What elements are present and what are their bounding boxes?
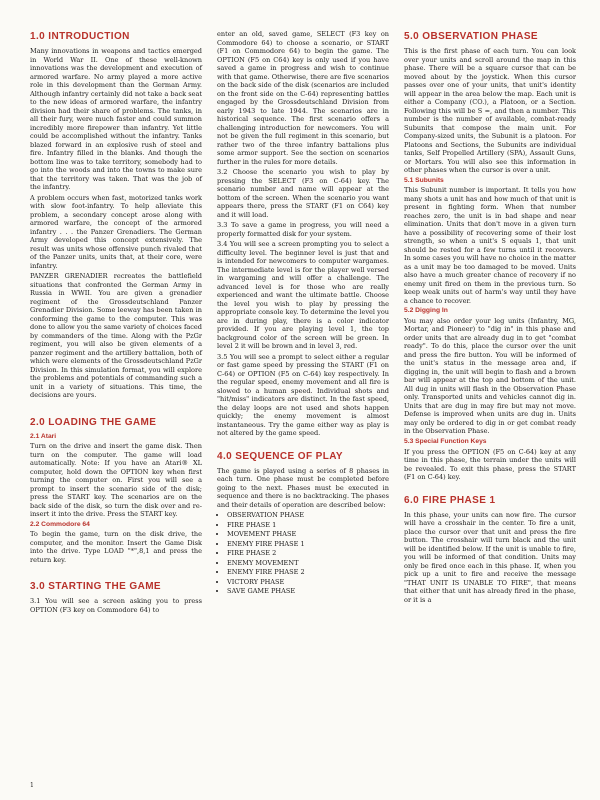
subunits-heading: 5.1 Subunits [404,176,444,184]
digging-paragraph: You may also order your leg units (Infantry, MG, Mortar, and Pioneer) to "dig in" in this phase and order units that are already dug in to get "combat ready". To do this, place the cursor over the unit and press the fire button. You will be informed of the unit's status in the message area and, if digging in, the unit will begin to flash and a brown bar will appear at the top and bottom of the unit. All dug in units will flash in the Observation Phase only. Transported units and vehicles cannot dig in. Units that are dug in may fire but may not move. Defense is improved when units are dug in. Units may only be ordered to dig in or get combat ready in the Observation Phase. [404,316,576,436]
phase-item: • MOVEMENT PHASE [227,530,389,539]
starting-paragraph: 3.1 You will see a screen asking you to press OPTION (F3 key on Commodore 64) to [30,597,202,614]
phase-item: • SAVE GAME PHASE [227,587,389,596]
digging-heading: 5.2 Digging In [404,307,448,315]
phase-item: • ENEMY FIRE PHASE 2 [227,568,389,577]
column-right [404,30,576,606]
section-3-4: 3.4 You will see a screen prompting you to select a difficulty level. The beginner level is just that and is intended for newcomers to computer wargames. The intermediate level is for the player well versed in wargaming and will offer a challenge. The advanced level is for those who are really experienced and want the ultimate battle. Choose the level you wish to play by pressing the appropriate console key. To determine the level you are in during play, there is a color indicator provided. If you are playing level 1, the top background color of the screen will be green. In level 2 it will be brown and in level 3, red. [217,240,389,350]
starting-heading: 3.0 STARTING THE GAME [30,581,162,593]
column-left [30,30,202,616]
loading-heading: 2.0 LOADING THE GAME [30,416,157,428]
phase-list [217,511,389,596]
observation-paragraph: This is the first phase of each turn. You can look over your units and scroll around the map in this phase. There will be a square cursor that can be moved about by the joystick. When this cursor passes over one of your units, that unit's identity will appear in the area below the map. Each unit is either a Company (CO.), a Platoon, or a Section. Following this will be S =, and then a number. This number is the number of available, combat-ready Subunits that compose the main unit. For Company-sized units, the Subunit is a platoon. For Platoons and Sections, the Subunits are individual tanks, Self Propelled Artillery (SPA), Assault Guns, or Mortars. You will also see this information in other phases when the cursor is over a unit. [404,47,576,174]
intro-paragraph-1: Many innovations in weapons and tactics emerged in World War II. One of these well-known innovations was the development and execution of armored warfare. No army played a more active role in this development than the German Army. Although infantry certainly did not take a back seat to the new ideas of armored warfare, the infantry division had their share of problems. The tanks, in all their fury, were much faster and could summon incredibly more firepower than infantry. Yet little could be accomplished without the infantry. Tanks blazed forward in an explosive rush of steel and fire. Infantry filled in the blanks. And though the bottom line was to take territory, somebody had to go into the woods and into the towns to make sure that the territory was taken. That was the job of the infantry. [30,47,202,191]
phase-item: • ENEMY FIRE PHASE 1 [227,540,389,549]
page-number: 1 [30,782,34,789]
introduction-heading: 1.0 INTRODUCTION [30,31,130,42]
special-keys-paragraph: If you press the OPTION (F5 on C-64) key at any time in this phase, the terrain under the units will be revealed. To exit this phase, press the START (F1 on C-64) key. [404,447,576,482]
intro-paragraph-2: A problem occurs when fast, motorized tanks work with slow foot-infantry. To help alleviate this problem, a secondary concept arose along with armored warfare, the concept of the armored infantry . . . the Panzer Grenadiers. The German Army developed this concept extensively. The result was units whose offensive punch rivaled that of the Panzer units, units that, at their core, were infantry. [30,193,202,270]
phase-item: • FIRE PHASE 2 [227,549,389,558]
starting-paragraph-cont: enter an old, saved game, SELECT (F3 key on Commodore 64) to choose a scenario, or START (F1 on Commodore 64) to begin the game. The OPTION (F5 on C64) key is only used if you have saved a game in progress and wish to continue with that game. Otherwise, there are five scenarios on the back side of the disk (scenarios are included on the front side on the C-64) representing battles engaged by the Grossdeutschland Division from early 1943 to late 1944. The scenarios are in historical sequence. The first scenario offers a challenging introduction for newcomers. You will not be given the full regiment in this scenario, but rather two of the three infantry battalions plus some armor support. See the section on scenarios further in the rules for more details. [217,30,389,166]
section-3-5: 3.5 You will see a prompt to select either a regular or fast game speed by pressing the START (F1 on C-64) or OPTION (F5 on C-64) key respectively. In the regular speed, enemy movement and all fire is slowed to a human speed. Individual shots and "hit/miss" indicators are distinct. In the fast speed, the delay loops are not used and shots happen quickly; the enemy movement is almost instantaneous. Try the game either way as play is not altered by the game speed. [217,352,389,437]
fire-phase-heading: 6.0 FIRE PHASE 1 [404,494,496,506]
intro-paragraph-3: PANZER GRENADIER recreates the battlefield situations that confronted the German Army in Russia in WWII. You are given a grenadier regiment of the Grossdeutschland Panzer Grenadier Division. Some leeway has been taken in conforming the game to the computer. This was done to allow you the same variety of choices faced by commanders of the time. Along with the PzGr regiment, you will also be given elements of a panzer regiment and the artillery battalion, both of which were elements of the Grossdeutschland PzGr Division. In this simulation format, you will explore the problems and potentials of commanding such a unit in a variety of situations. This time, the decisions are yours. [30,272,202,399]
column-middle [217,30,389,597]
phase-item: • FIRE PHASE 1 [227,521,389,530]
fire-phase-paragraph: In this phase, your units can now fire. The cursor will have a crosshair in the center. To fire a unit, place the cursor over that unit and press the fire button. The crosshair will turn black and the unit will be identified below. If the unit is unable to fire, you will be informed of that condition. Units may only be fired once each in this phase. If, when you pick up a unit to fire and receive the message "THAT UNIT IS UNABLE TO FIRE", that means that either that unit has already fired in the phase, or it is a [404,510,576,604]
manual-page [30,30,574,778]
c64-heading: 2.2 Commodore 64 [30,520,90,528]
observation-heading: 5.0 OBSERVATION PHASE [404,31,538,42]
atari-paragraph: Turn on the drive and insert the game disk. Then turn on the computer. The game will load automatically. Note: If you have an Atari® XL computer, hold down the OPTION key when first turning the computer on. First you will see a prompt to insert the scenario side of the disk; press the START key. The scenarios are on the back side of the disk, so turn the disk over and re-insert it into the drive. Press the START key. [30,442,202,519]
sequence-paragraph: The game is played using a series of 8 phases in each turn. One phase must be completed before going to the next. Phases must be executed in sequence and there is no backtracking. The phases and their details of operation are described below: [217,466,389,509]
section-3-2: 3.2 Choose the scenario you wish to play by pressing the SELECT (F3 on C-64) key. The scenario number and name will appear at the bottom of the screen. When the scenario you want appears there, press the START (F1 on C64) key and it will load. [217,168,389,219]
section-3-3: 3.3 To save a game in progress, you will need a properly formatted disk for your system. [217,221,389,238]
special-keys-heading: 5.3 Special Function Keys [404,437,487,445]
c64-paragraph: To begin the game, turn on the disk drive, the computer, and the monitor. Insert the Game Disk into the drive. Type LOAD "*",8,1 and press the return key. [30,530,202,564]
phase-item: • OBSERVATION PHASE [227,511,389,520]
phase-item: • VICTORY PHASE [227,578,389,587]
sequence-heading: 4.0 SEQUENCE OF PLAY [217,450,343,462]
phase-item: • ENEMY MOVEMENT [227,559,389,568]
subunits-paragraph: This Subunit number is important. It tells you how many shots a unit has and how much of that unit is present in fighting form. When that number reaches zero, the unit is in bad shape and near elimination. Units that don't move in a given turn have a possibility of recovering some of their lost strength, so when a unit's S equals 1, that unit should be rested for a few turns until it recovers. In some cases you will have no choice in the matter as a unit may be too damaged to be moved. Units also have a much greater chance of recovery if no enemy unit fired on them in the previous turn. So keep weak units out of harm's way until they have a chance to recover. [404,186,576,305]
atari-heading: 2.1 Atari [30,432,57,440]
